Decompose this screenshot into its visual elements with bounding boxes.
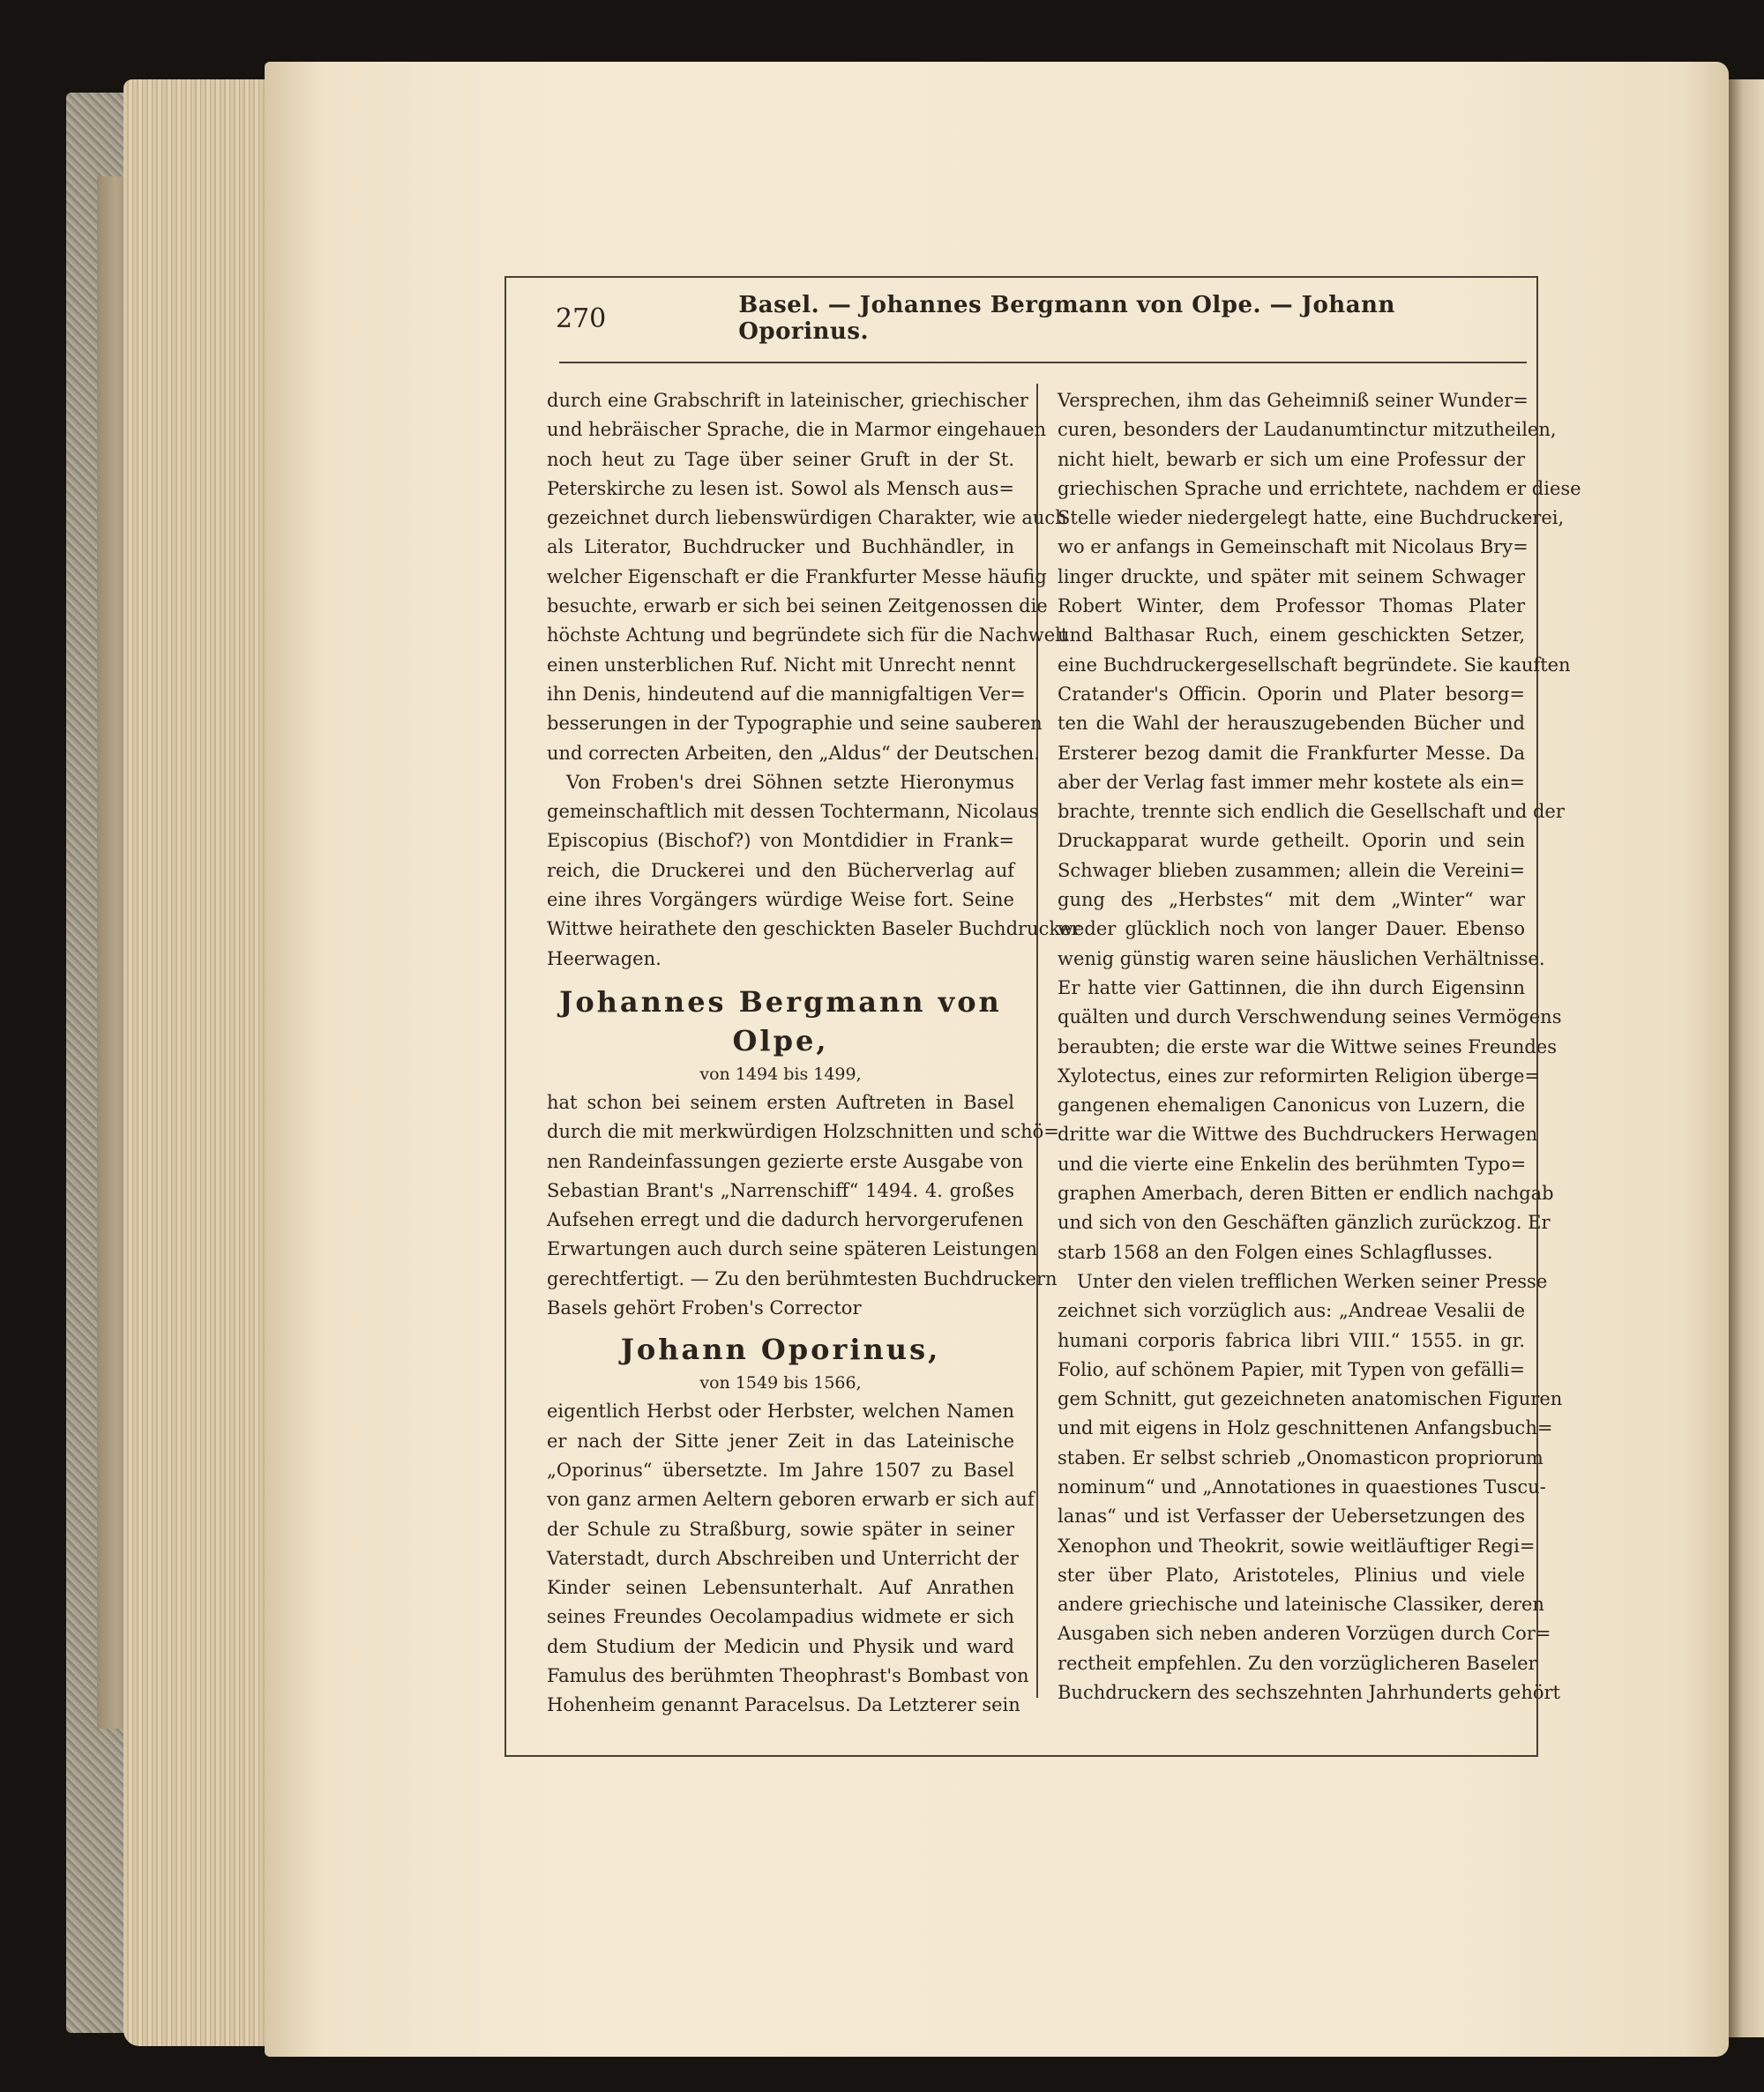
text-line: nicht hielt, bewarb er sich um eine Professur der bbox=[1058, 448, 1525, 470]
text-line: der Schule zu Straßburg, sowie später in seiner bbox=[547, 1518, 1014, 1540]
text-line: nen Randeinfassungen gezierte erste Ausgabe von bbox=[547, 1150, 1024, 1172]
paragraph-bergmann bbox=[547, 1088, 1059, 1323]
text-line: besserungen in der Typographie und seine sauberen bbox=[547, 713, 1043, 735]
text-line: von ganz armen Aeltern geboren erwarb er sich auf bbox=[547, 1489, 1035, 1511]
section-heading-bergmann: Johannes Bergmann von Olpe, bbox=[559, 984, 1002, 1057]
text-line: rectheit empfehlen. Zu den vorzüglicheren Baseler bbox=[1058, 1652, 1537, 1674]
text-line: curen, besonders der Laudanumtinctur mitzutheilen, bbox=[1058, 419, 1557, 441]
text-line: aber der Verlag fast immer mehr kostete als ein= bbox=[1058, 771, 1525, 793]
text-line: nominum“ und „Annotationes in quaestiones Tuscu- bbox=[1058, 1476, 1546, 1498]
left-column bbox=[547, 386, 1080, 1721]
section-dates-bergmann: von 1494 bis 1499, bbox=[699, 1064, 862, 1084]
text-line: Aufsehen erregt und die dadurch hervorgerufenen bbox=[547, 1209, 1024, 1231]
page-header bbox=[556, 292, 1526, 345]
text-line: Versprechen, ihm das Geheimniß seiner Wunder= bbox=[1058, 390, 1529, 411]
text-line: und correcten Arbeiten, den „Aldus“ der Deutschen. bbox=[547, 742, 1040, 764]
text-line: seines Freundes Oecolampadius widmete er sich bbox=[547, 1606, 1014, 1628]
text-line: Kinder seinen Lebensunterhalt. Auf Anrathen bbox=[547, 1577, 1014, 1599]
page-edges bbox=[123, 79, 273, 2046]
text-line: gangenen ehemaligen Canonicus von Luzern, die bbox=[1058, 1095, 1525, 1117]
text-line: quälten und durch Verschwendung seines Vermögens bbox=[1058, 1006, 1562, 1028]
text-line: Schwager blieben zusammen; allein die Vereini= bbox=[1058, 859, 1525, 881]
text-line: Robert Winter, dem Professor Thomas Plater bbox=[1058, 595, 1525, 617]
text-line: Stelle wieder niedergelegt hatte, eine Buchdruckerei, bbox=[1058, 507, 1565, 529]
text-line: gung des „Herbstes“ mit dem „Winter“ war bbox=[1058, 889, 1525, 911]
text-line: Sebastian Brant's „Narrenschiff“ 1494. 4. großes bbox=[547, 1179, 1014, 1201]
text-line: beraubten; die erste war die Wittwe seines Freundes bbox=[1058, 1035, 1558, 1057]
text-line: Er hatte vier Gattinnen, die ihn durch Eigensinn bbox=[1058, 976, 1525, 998]
text-line: lanas“ und ist Verfasser der Uebersetzungen des bbox=[1058, 1505, 1525, 1528]
text-line: gem Schnitt, gut gezeichneten anatomischen Figuren bbox=[1058, 1388, 1563, 1410]
running-title: Basel. — Johannes Bergmann von Olpe. — Johann Oporinus. bbox=[738, 292, 1395, 345]
paragraph-froben-soehne bbox=[547, 768, 1080, 974]
text-line: als Literator, Buchdrucker und Buchhändler, in bbox=[547, 536, 1014, 558]
text-line: Buchdruckern des sechszehnten Jahrhunderts gehört bbox=[1058, 1682, 1560, 1704]
text-line: reich, die Druckerei und den Bücherverlag auf bbox=[547, 859, 1014, 881]
text-line: griechischen Sprache und errichtete, nachdem er diese bbox=[1058, 477, 1581, 499]
text-line: humani corporis fabrica libri VIII.“ 1555. in gr. bbox=[1058, 1329, 1525, 1351]
text-line: einen unsterblichen Ruf. Nicht mit Unrecht nennt bbox=[547, 654, 1016, 676]
text-line: zeichnet sich vorzüglich aus: „Andreae Vesalii de bbox=[1058, 1300, 1525, 1322]
text-line: eigentlich Herbst oder Herbster, welchen Namen bbox=[547, 1401, 1014, 1423]
text-line: dritte war die Wittwe des Buchdruckers Herwagen bbox=[1058, 1124, 1538, 1146]
text-line: noch heut zu Tage über seiner Gruft in der St. bbox=[547, 448, 1014, 470]
text-line: hat schon bei seinem ersten Auftreten in Basel bbox=[547, 1091, 1014, 1113]
text-line: und die vierte eine Enkelin des berühmten Typo= bbox=[1058, 1153, 1527, 1175]
text-line: welcher Eigenschaft er die Frankfurter Messe häufig bbox=[547, 565, 1047, 587]
text-line: und sich von den Geschäften gänzlich zurückzog. Er bbox=[1058, 1212, 1551, 1234]
facing-page-edge bbox=[1729, 79, 1764, 2037]
header-rule bbox=[559, 362, 1527, 363]
text-line: linger druckte, und später mit seinem Schwager bbox=[1058, 565, 1525, 587]
text-line: weder glücklich noch von langer Dauer. Ebenso bbox=[1058, 918, 1525, 940]
text-line: ihn Denis, hindeutend auf die mannigfaltigen Ver= bbox=[547, 683, 1026, 705]
paragraph-oporinus bbox=[547, 1397, 1035, 1720]
text-line: Druckapparat wurde getheilt. Oporin und sein bbox=[1058, 830, 1525, 852]
text-line: höchste Achtung und begründete sich für die Nachwelt bbox=[547, 624, 1069, 646]
text-line: Ausgaben sich neben anderen Vorzügen durch Cor= bbox=[1058, 1623, 1551, 1645]
text-line: Xenophon und Theokrit, sowie weitläuftiger Regi= bbox=[1058, 1535, 1536, 1557]
text-line: Episcopius (Bischof?) von Montdidier in Frank= bbox=[547, 830, 1014, 852]
page-number: 270 bbox=[556, 303, 607, 334]
text-line: wo er anfangs in Gemeinschaft mit Nicolaus Bry= bbox=[1058, 536, 1529, 558]
text-line: brachte, trennte sich endlich die Gesellschaft und der bbox=[1058, 801, 1565, 823]
text-line: Vaterstadt, durch Abschreiben und Unterricht der bbox=[547, 1547, 1019, 1569]
text-line: eine Buchdruckergesellschaft begründete. Sie kauften bbox=[1058, 654, 1571, 676]
text-line: besuchte, erwarb er sich bei seinen Zeitgenossen die bbox=[547, 595, 1048, 617]
text-line: er nach der Sitte jener Zeit in das Lateinische bbox=[547, 1430, 1014, 1452]
text-line: Erwartungen auch durch seine späteren Leistungen bbox=[547, 1238, 1038, 1260]
text-line: gemeinschaftlich mit dessen Tochtermann, Nicolaus bbox=[547, 801, 1039, 823]
text-line: und Balthasar Ruch, einem geschickten Setzer, bbox=[1058, 624, 1525, 646]
text-line: ten die Wahl der herauszugebenden Bücher und bbox=[1058, 713, 1525, 735]
text-line: Famulus des berühmten Theophrast's Bombast von bbox=[547, 1664, 1029, 1686]
text-line: und mit eigens in Holz geschnittenen Anfangsbuch= bbox=[1058, 1417, 1553, 1439]
text-line: eine ihres Vorgängers würdige Weise fort. Seine bbox=[547, 889, 1014, 911]
text-line: durch die mit merkwürdigen Holzschnitten und schö= bbox=[547, 1121, 1059, 1143]
text-line: dem Studium der Medicin und Physik und ward bbox=[547, 1635, 1014, 1657]
text-line: Basels gehört Froben's Corrector bbox=[547, 1297, 862, 1319]
right-column bbox=[1058, 386, 1581, 1707]
text-line: graphen Amerbach, deren Bitten er endlich nachgab bbox=[1058, 1183, 1554, 1205]
text-line: Von Froben's drei Söhnen setzte Hieronymus bbox=[566, 771, 1014, 793]
paragraph-grabschrift bbox=[547, 386, 1069, 768]
text-line: Unter den vielen trefflichen Werken seiner Presse bbox=[1077, 1270, 1548, 1292]
text-line: gezeichnet durch liebenswürdigen Charakter, wie auch bbox=[547, 507, 1067, 529]
text-line: gerechtfertigt. — Zu den berühmtesten Buchdruckern bbox=[547, 1267, 1058, 1289]
text-line: Hohenheim genannt Paracelsus. Da Letzterer sein bbox=[547, 1694, 1020, 1716]
text-line: und hebräischer Sprache, die in Marmor eingehauen bbox=[547, 419, 1047, 441]
text-line: Xylotectus, eines zur reformirten Religion überge= bbox=[1058, 1065, 1540, 1087]
text-line: starb 1568 an den Folgen eines Schlagflusses. bbox=[1058, 1241, 1493, 1263]
text-line: Folio, auf schönem Papier, mit Typen von gefälli= bbox=[1058, 1358, 1525, 1380]
text-line: ster über Plato, Aristoteles, Plinius und viele bbox=[1058, 1564, 1525, 1586]
paragraph-oporin-druckerei bbox=[1058, 386, 1581, 1267]
text-line: Wittwe heirathete den geschickten Baseler Buchdrucker bbox=[547, 918, 1080, 940]
text-line: Cratander's Officin. Oporin und Plater besorg= bbox=[1058, 683, 1525, 705]
section-heading-oporinus: Johann Oporinus, bbox=[620, 1333, 941, 1367]
text-line: durch eine Grabschrift in lateinischer, griechischer bbox=[547, 390, 1028, 411]
text-line: andere griechische und lateinische Classiker, deren bbox=[1058, 1594, 1544, 1616]
section-dates-oporinus: von 1549 bis 1566, bbox=[699, 1373, 862, 1393]
text-line: staben. Er selbst schrieb „Onomasticon propriorum bbox=[1058, 1446, 1544, 1468]
paragraph-werke bbox=[1058, 1267, 1563, 1707]
text-line: Peterskirche zu lesen ist. Sowol als Mensch aus= bbox=[547, 477, 1014, 499]
text-line: wenig günstig waren seine häuslichen Verhältnisse. bbox=[1058, 947, 1545, 969]
text-line: Heerwagen. bbox=[547, 947, 662, 969]
text-line: „Oporinus“ übersetzte. Im Jahre 1507 zu Basel bbox=[547, 1459, 1014, 1481]
text-line: Ersterer bezog damit die Frankfurter Messe. Da bbox=[1058, 742, 1525, 764]
